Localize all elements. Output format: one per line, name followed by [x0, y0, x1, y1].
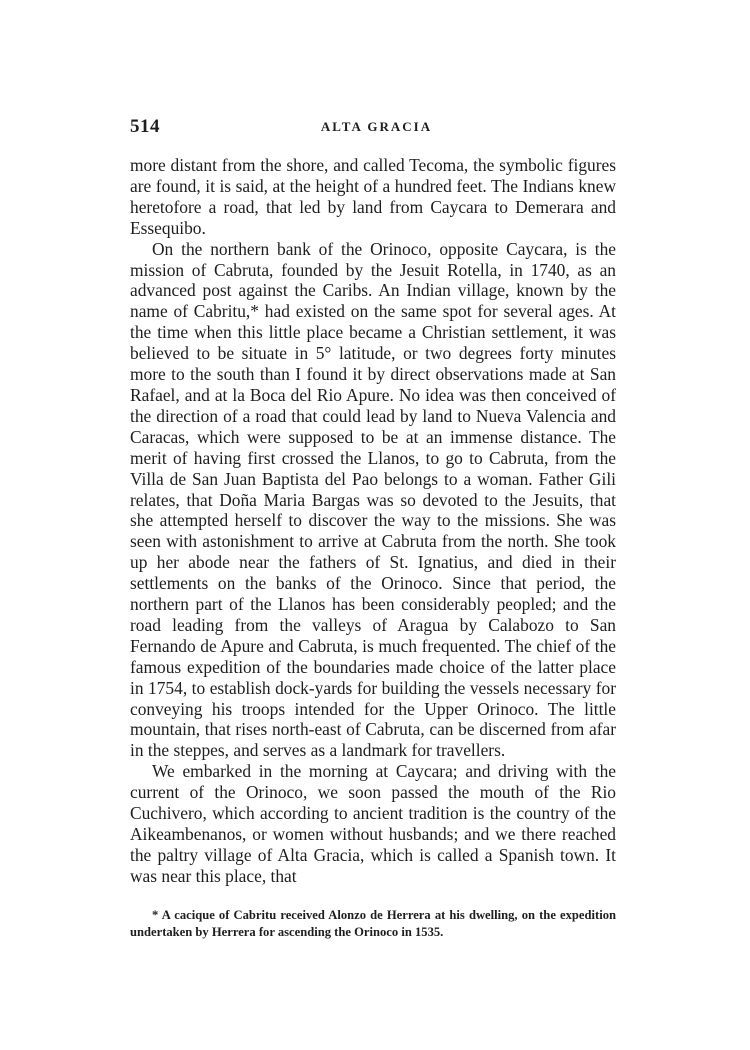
footnote-text: * A cacique of Cabritu received Alonzo de Herrera at his dwelling, on the expedition undertaken by Herrera for ascending the Orinoco in 1535.	[130, 908, 616, 939]
paragraph-2: On the northern bank of the Orinoco, opposite Caycara, is the mission of Cabruta, founded by the Jesuit Rotella, in 1740, as an advanced post against the Caribs. An Indian village, known by the name of Cabritu,* had existed on the same spot for several ages. At the time when this little place became a Christian settlement, it was believed to be situate in 5° latitude, or two degrees forty minutes more to the south than I found it by direct observations made at San Rafael, and at la Boca del Rio Apure. No idea was then conceived of the direction of a road that could lead by land to Nueva Valencia and Caracas, which were supposed to be at an immense distance. The merit of having first crossed the Llanos, to go to Cabruta, from the Villa de San Juan Baptista del Pao belongs to a woman. Father Gili relates, that Doña Maria Bargas was so devoted to the Jesuits, that she attempted herself to discover the way to the missions. She was seen with astonishment to arrive at Cabruta from the north. She took up her abode near the fathers of St. Ignatius, and died in their settlements on the banks of the Orinoco. Since that period, the northern part of the Llanos has been considerably peopled; and the road leading from the valleys of Aragua by Calabozo to San Fernando de Apure and Cabruta, is much frequented. The chief of the famous expedition of the boundaries made choice of the latter place in 1754, to establish dock-yards for building the vessels necessary for conveying his troops intended for the Upper Orinoco. The little mountain, that rises north-east of Cabruta, can be discerned from afar in the steppes, and serves as a landmark for travellers.	[130, 238, 616, 761]
running-head: ALTA GRACIA	[320, 119, 433, 134]
paragraph-1: more distant from the shore, and called Tecoma, the symbolic figures are found, it is said, at the height of a hundred feet. The Indians knew heretofore a road, that led by land from Caycara to Demerara and Essequibo.	[130, 155, 616, 238]
paragraph-3: We embarked in the morning at Caycara; and driving with the current of the Orinoco, we soon passed the mouth of the Rio Cuchivero, which according to ancient tradition is the country of the Aikeambenanos, or women without husbands; and we there reached the paltry village of Alta Gracia, which is called a Spanish town. It was near this place, that	[130, 761, 616, 886]
footnote	[130, 907, 616, 941]
page-number: 514	[130, 116, 160, 137]
body-text	[130, 155, 616, 887]
page-header	[130, 116, 623, 140]
